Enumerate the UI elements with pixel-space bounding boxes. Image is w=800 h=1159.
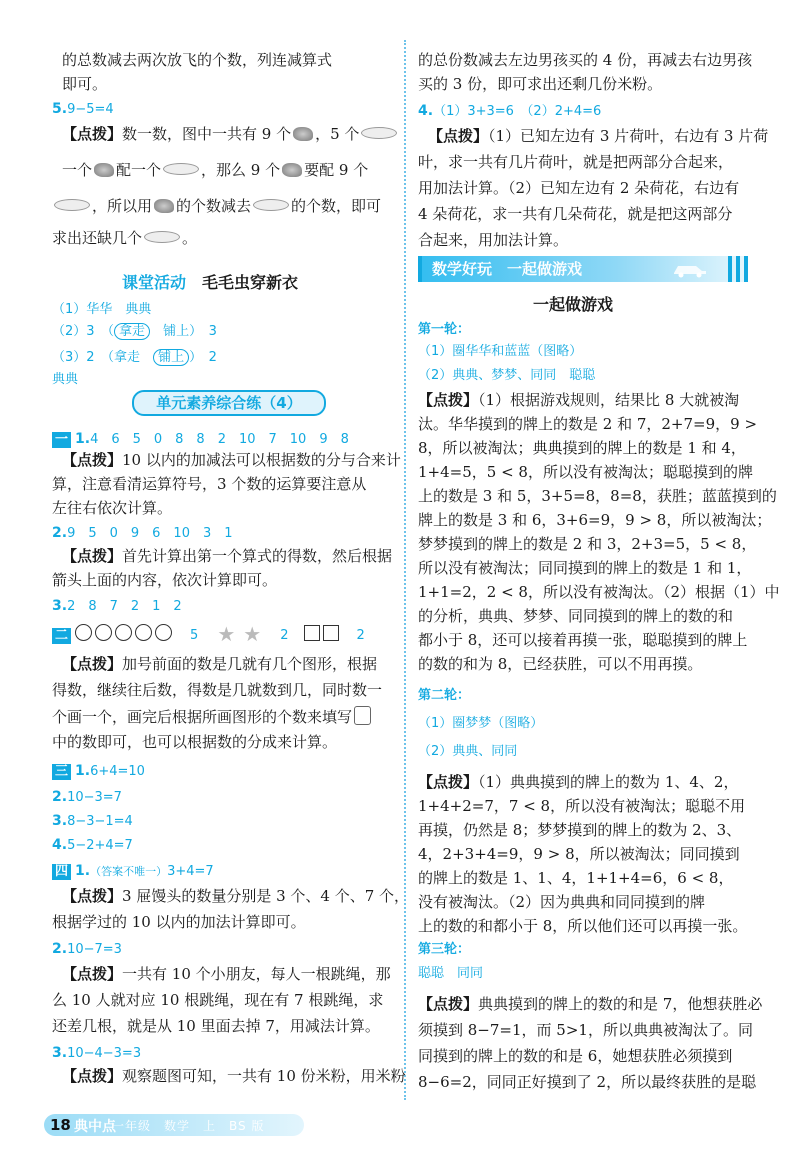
answer-2: 2.10−7=3 (52, 941, 122, 957)
star-icon: ★ (217, 622, 236, 646)
text-line: 的总数减去两次放飞的个数，列连减算式 (62, 51, 333, 69)
rock-icon (293, 127, 313, 141)
section-banner: 数学好玩 一起做游戏 (418, 256, 748, 282)
answer-4: 4.5−2+4=7 (52, 837, 133, 853)
circle-shape (155, 624, 172, 641)
answer-3: 3.2 8 7 2 1 2 (52, 598, 182, 614)
rock-icon (154, 199, 174, 213)
tip-line: 【点拨】数一数，图中一共有 9 个 ，5 个 (52, 124, 399, 144)
dish-icon (144, 231, 180, 243)
square-shape (323, 625, 339, 641)
round-answer: （1）圈华华和蓝蓝（图略） (418, 344, 583, 359)
tip-line: 【点拨】观察题图可知，一共有 10 份米粉，用米粉 (62, 1067, 406, 1085)
text-line: 算，注意看清运算符号，3 个数的运算要注意从 (52, 475, 367, 493)
game-title: 一起做游戏 (533, 295, 614, 314)
round-answer: （2）典典、梦梦、同同 聪聪 (418, 368, 596, 383)
footer-text: 一年级 数学 上 BS 版 (112, 1119, 265, 1133)
tip-line: 【点拨】3 屉馒头的数量分别是 3 个、4 个、7 个， (62, 887, 410, 905)
text-line: 箭头上面的内容，依次计算即可。 (52, 571, 278, 589)
answer-box (354, 706, 371, 725)
text-line: 8−6=2，同同正好摸到了 2，所以最终获胜的是聪 (418, 1073, 757, 1091)
tip-line: 【点拨】（1）根据游戏规则，结果比 8 大就被淘 (418, 391, 740, 409)
tip-line: ，所以用 的个数减去 的个数，即可 (52, 196, 381, 216)
star-icon: ★ (243, 622, 262, 646)
dish-icon (163, 163, 199, 175)
tip-line: 一个 配一个 ，那么 9 个 要配 9 个 (62, 161, 369, 179)
tip-line: 【点拨】一共有 10 个小朋友，每人一根跳绳，那 (62, 965, 391, 983)
text-line: 叶，求一共有几片荷叶，就是把两部分合起来， (418, 153, 734, 171)
text-line: 上的数的和都小于 8，所以他们还可以再摸一张。 (418, 917, 748, 935)
text-line: 牌上的数是 3 和 6，3+6=9，9 > 8，所以被淘汰； (418, 511, 772, 529)
page-number: 18 (50, 1116, 71, 1134)
dish-icon (54, 199, 90, 211)
text-line: 4 朵荷花，求一共有几朵荷花，就是把这两部分 (418, 205, 733, 223)
circle-shape (115, 624, 132, 641)
answer-4: 4.（1）3+3=6 （2）2+4=6 (418, 103, 602, 119)
tip-line: 【点拨】加号前面的数是几就有几个图形，根据 (62, 655, 378, 673)
tip-line: 【点拨】首先计算出第一个算式的得数，然后根据 (62, 547, 393, 565)
section-1-answer: 一 1.4 6 5 0 8 8 2 10 7 10 9 8 (52, 428, 349, 450)
text-line: 4，2+3+4=9，9 > 8，所以被淘汰；同同摸到 (418, 845, 740, 863)
text-line: 上的数是 3 和 5，3+5=8，8=8，获胜；蓝蓝摸到的 (418, 487, 777, 505)
text-line: 再摸，仍然是 8；梦梦摸到的牌上的数为 2、3、 (418, 821, 742, 839)
text-line: 没有被淘汰。（2）因为典典和同同摸到的牌 (418, 893, 706, 911)
text-line: 梦梦摸到的牌上的数是 2 和 3，2+3=5，5 < 8， (418, 535, 757, 553)
text-line: 根据学过的 10 以内的加法计算即可。 (52, 913, 306, 931)
brand-logo: 典中点 (74, 1119, 116, 1135)
text-line: 中的数即可，也可以根据数的分成来计算。 (52, 733, 338, 751)
dish-icon (361, 127, 397, 139)
tip-line: 【点拨】10 以内的加减法可以根据数的分与合来计 (62, 451, 401, 469)
text-line: 合起来，用加法计算。 (418, 231, 569, 249)
text-line: 都小于 8，还可以接着再摸一张，聪聪摸到的牌上 (418, 631, 748, 649)
round-answer: （2）典典、同同 (418, 744, 518, 759)
tip-line: 【点拨】典典摸到的牌上的数的和是 7，他想获胜必 (418, 995, 763, 1013)
answer-5: 5.9−5=4 (52, 101, 114, 117)
text-line: 么 10 人就对应 10 根跳绳，现在有 7 根跳绳，求 (52, 991, 384, 1009)
banner-bar (744, 256, 748, 282)
dish-icon (253, 199, 289, 211)
text-line: 得数，继续往后数，得数是几就数到几，同时数一 (52, 681, 383, 699)
rock-icon (94, 163, 114, 177)
answer-2: 2.10−3=7 (52, 789, 122, 805)
circle-shape (135, 624, 152, 641)
text-line: 1+4=5，5 < 8，所以没有被淘汰；聪聪摸到的牌 (418, 463, 753, 481)
activity-answer: （1）华华 典典 (52, 302, 152, 317)
circle-shape (95, 624, 112, 641)
text-line: 还差几根，就是从 10 里面去掉 7，用减法计算。 (52, 1017, 380, 1035)
page-footer (44, 1114, 304, 1136)
text-line: 1+1=2，2 < 8，所以没有被淘汰。（2）根据（1）中 (418, 583, 780, 601)
column-divider (404, 40, 406, 1100)
text-line: 买的 3 份，即可求出还剩几份米粉。 (418, 75, 663, 93)
text-line: 的数的和为 8，已经获胜，可以不用再摸。 (418, 655, 703, 673)
round-label: 第三轮： (418, 942, 471, 957)
text-line: 左往右依次计算。 (52, 499, 173, 517)
square-shape (304, 625, 320, 641)
banner-bar (418, 256, 422, 282)
answer-3: 3.8−3−1=4 (52, 813, 133, 829)
text-line: 所以没有被淘汰；同同摸到的牌上的数是 1 和 1， (418, 559, 752, 577)
round-answer: 聪聪 同同 (418, 966, 484, 981)
circle-shape (75, 624, 92, 641)
car-icon (670, 260, 710, 278)
round-label: 第二轮： (418, 688, 471, 703)
text-line: 的牌上的数是 1、1、4，1+1+4=6，6 < 8， (418, 869, 734, 887)
answer-2: 2.9 5 0 9 6 10 3 1 (52, 525, 233, 541)
rock-icon (282, 163, 302, 177)
text-line: 1+4+2=7，7 < 8，所以没有被淘汰；聪聪不用 (418, 797, 746, 815)
section-2-answer: 二 5 ★ ★ 2 2 (52, 624, 365, 646)
text-line: 同摸到的牌上的数的和是 6，她想获胜必须摸到 (418, 1047, 733, 1065)
tip-line: 【点拨】（1）典典摸到的牌上的数为 1、4、2， (418, 773, 739, 791)
text-line: 汰。华华摸到的牌上的数是 2 和 7，2+7=9，9 > (418, 415, 758, 433)
section-4-answer: 四 1.（答案不唯一）3+4=7 (52, 860, 214, 882)
banner-bar (736, 256, 740, 282)
text-line: 须摸到 8−7=1，而 5>1，所以典典被淘汰了。同 (418, 1021, 753, 1039)
activity-answer: （3）2 （拿走 铺上 ） 2 (52, 350, 217, 365)
text-line: 即可。 (62, 75, 108, 93)
text-line: 8，所以被淘汰；典典摸到的牌上的数是 1 和 4， (418, 439, 746, 457)
text-line: 用加法计算。（2）已知左边有 2 朵荷花，右边有 (418, 179, 740, 197)
tip-line: 【点拨】（1）已知左边有 3 片荷叶，右边有 3 片荷 (428, 127, 769, 145)
text-line: 的分析，典典、梦梦、同同摸到的牌上的数的和 (418, 607, 734, 625)
text-line: 的总份数减去左边男孩买的 4 份，再减去右边男孩 (418, 51, 753, 69)
round-label: 第一轮： (418, 322, 471, 337)
activity-answer: （2）3 （ 拿走 铺上） 3 (52, 324, 217, 339)
banner-bar (728, 256, 732, 282)
section-3-answer: 三 1.6+4=10 (52, 760, 145, 782)
tip-line: 求出还缺几个 。 (52, 229, 198, 247)
answer-3: 3.10−4−3=3 (52, 1045, 142, 1061)
unit-title: 单元素养综合练（4） (132, 390, 326, 416)
round-answer: （1）圈梦梦（图略） (418, 716, 544, 731)
text-line: 个画一个，画完后根据所画图形的个数来填写 (52, 706, 371, 727)
activity-answer: 典典 (52, 372, 79, 387)
activity-title: 课堂活动 毛毛虫穿新衣 (122, 273, 299, 292)
